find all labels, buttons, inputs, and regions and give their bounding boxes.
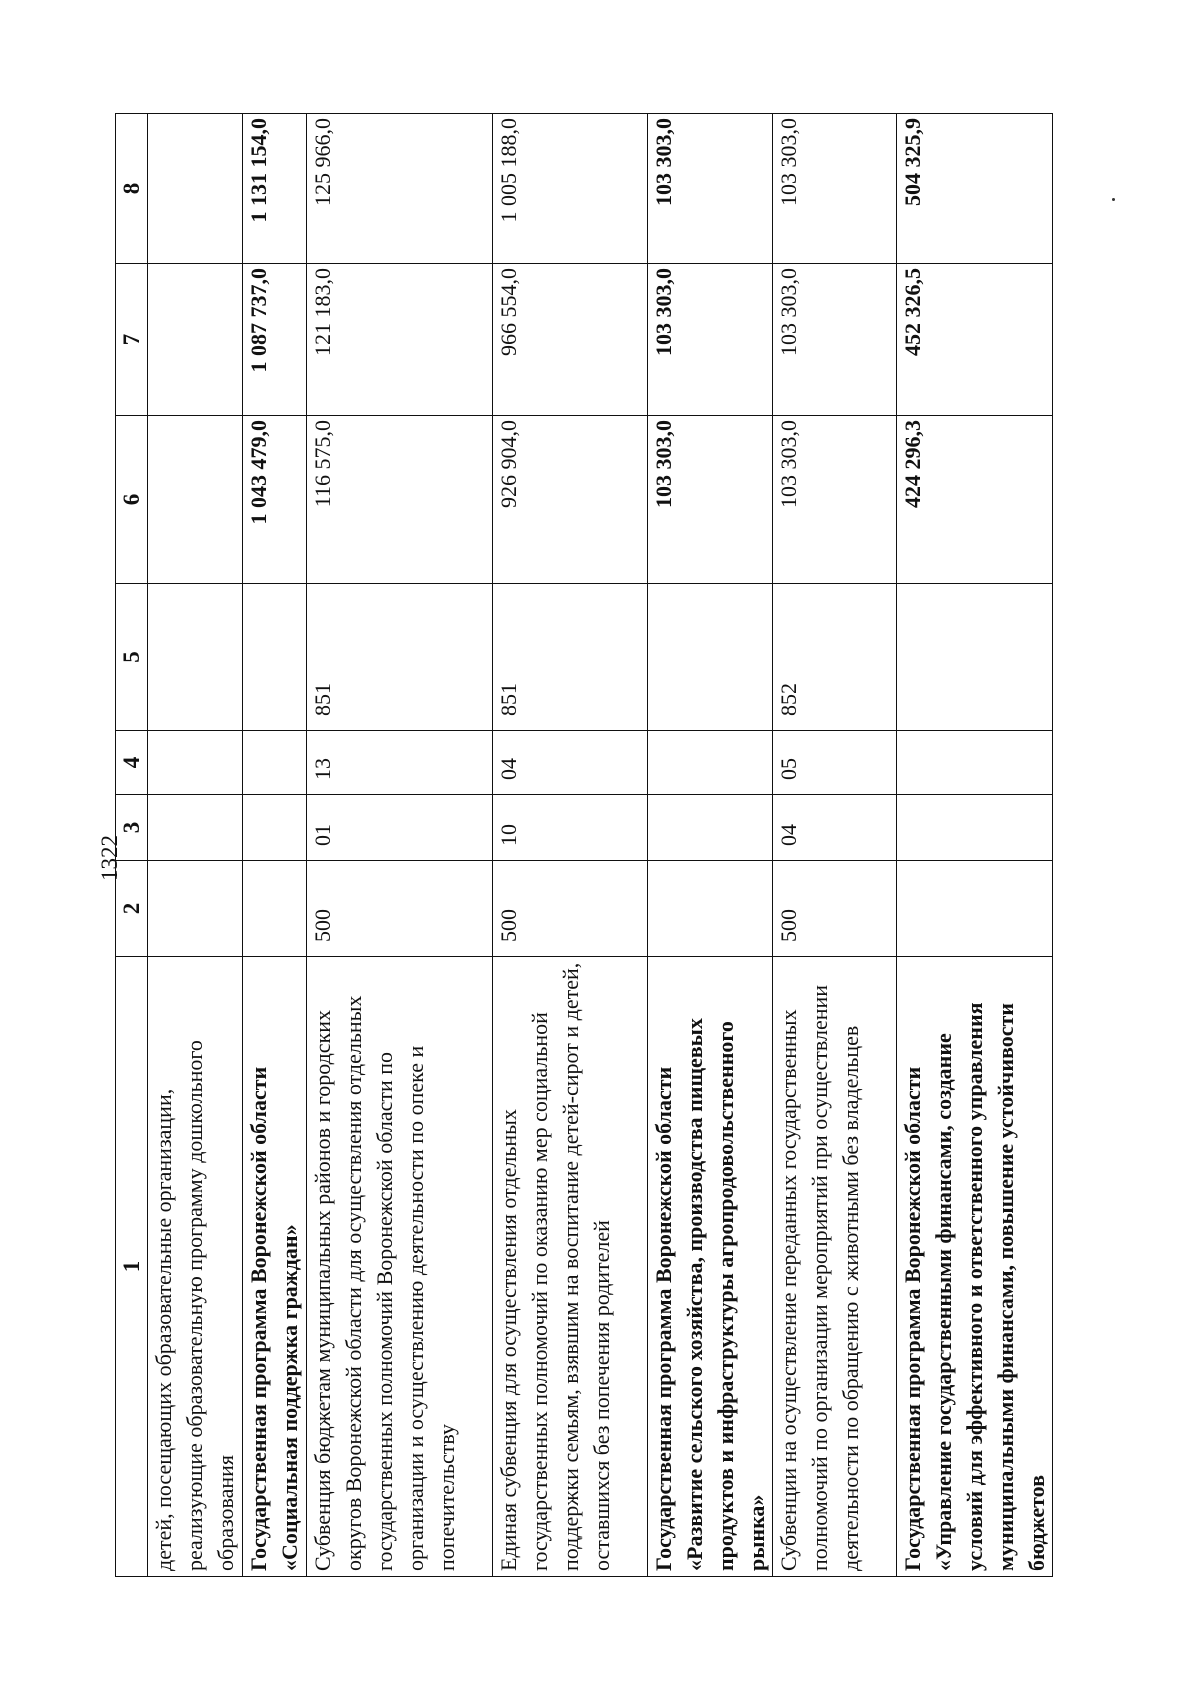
cell-code-5: 852 [773,584,897,731]
column-header: 3 [116,795,148,861]
cell-code-3 [243,795,307,861]
cell-amount-8: 504 325,9 [897,114,1053,264]
cell-code-3 [148,795,243,861]
cell-amount-6: 103 303,0 [773,416,897,584]
cell-amount-7: 121 183,0 [307,264,493,416]
cell-code-2: 500 [307,861,493,957]
cell-amount-8: 103 303,0 [648,114,773,264]
column-header: 6 [116,416,148,584]
row-name: Единая субвенция для осуществления отдельных государственных полномочий по оказанию мер социальной поддержки семьям, взявшим на воспитание детей-сирот и детей, оставшихся без попечения родителей [493,957,648,1577]
cell-amount-8: 1 005 188,0 [493,114,648,264]
table-row [307,114,493,1577]
cell-code-4 [148,731,243,795]
cell-amount-7: 1 087 737,0 [243,264,307,416]
cell-amount-6 [148,416,243,584]
cell-code-3 [897,795,1053,861]
cell-code-5 [648,584,773,731]
budget-table-rotated [115,114,1049,1577]
page-number: 1322 [97,835,122,881]
cell-code-5 [243,584,307,731]
row-name: Субвенции на осуществление переданных государственных полномочий по организации мероприятий при осуществлении деятельности по обращению с животными без владельцев [773,957,897,1577]
cell-code-3: 01 [307,795,493,861]
row-name: Государственная программа Воронежской области «Социальная поддержка граждан» [243,957,307,1577]
cell-amount-6: 1 043 479,0 [243,416,307,584]
header-row [116,114,148,1577]
table-row [148,114,243,1577]
cell-code-3: 04 [773,795,897,861]
cell-code-5 [148,584,243,731]
row-name: Государственная программа Воронежской области «Развитие сельского хозяйства, производства пищевых продуктов и инфраструктуры агропродовольственного рынка» [648,957,773,1577]
cell-code-4 [648,731,773,795]
cell-amount-6: 116 575,0 [307,416,493,584]
table-row [493,114,648,1577]
cell-code-3: 10 [493,795,648,861]
row-name: Государственная программа Воронежской области «Управление государственными финансами, создание условий для эффективного и ответственного управления муниципальными финансами, повышение устойчивости бюджетов [897,957,1053,1577]
scan-speck [1112,198,1115,201]
table-row [897,114,1053,1577]
cell-amount-6: 103 303,0 [648,416,773,584]
cell-code-2 [648,861,773,957]
cell-amount-7: 103 303,0 [648,264,773,416]
cell-code-2 [148,861,243,957]
cell-amount-8 [148,114,243,264]
cell-code-5 [897,584,1053,731]
row-name: Субвенция бюджетам муниципальных районов и городских округов Воронежской области для осуществления отдельных государственных полномочий Воронежской области по организации и осуществлению деятельности по опеке и попечительству [307,957,493,1577]
table-row [243,114,307,1577]
cell-amount-7: 452 326,5 [897,264,1053,416]
cell-code-2: 500 [493,861,648,957]
cell-amount-6: 424 296,3 [897,416,1053,584]
cell-code-3 [648,795,773,861]
cell-code-5: 851 [493,584,648,731]
row-name: детей, посещающих образовательные организации, реализующие образовательную программу дошкольного образования [148,957,243,1577]
cell-amount-7: 103 303,0 [773,264,897,416]
cell-amount-8: 103 303,0 [773,114,897,264]
cell-amount-7 [148,264,243,416]
cell-amount-7: 966 554,0 [493,264,648,416]
cell-code-4 [897,731,1053,795]
table-row [773,114,897,1577]
cell-code-2: 500 [773,861,897,957]
cell-amount-8: 125 966,0 [307,114,493,264]
column-header: 1 [116,957,148,1577]
budget-table [115,113,1053,1577]
cell-amount-6: 926 904,0 [493,416,648,584]
column-header: 8 [116,114,148,264]
cell-code-4: 13 [307,731,493,795]
column-header: 4 [116,731,148,795]
column-header: 7 [116,264,148,416]
cell-code-2 [243,861,307,957]
cell-amount-8: 1 131 154,0 [243,114,307,264]
table-row [648,114,773,1577]
cell-code-2 [897,861,1053,957]
column-header: 2 [116,861,148,957]
column-header: 5 [116,584,148,731]
cell-code-4: 04 [493,731,648,795]
cell-code-4 [243,731,307,795]
cell-code-5: 851 [307,584,493,731]
cell-code-4: 05 [773,731,897,795]
